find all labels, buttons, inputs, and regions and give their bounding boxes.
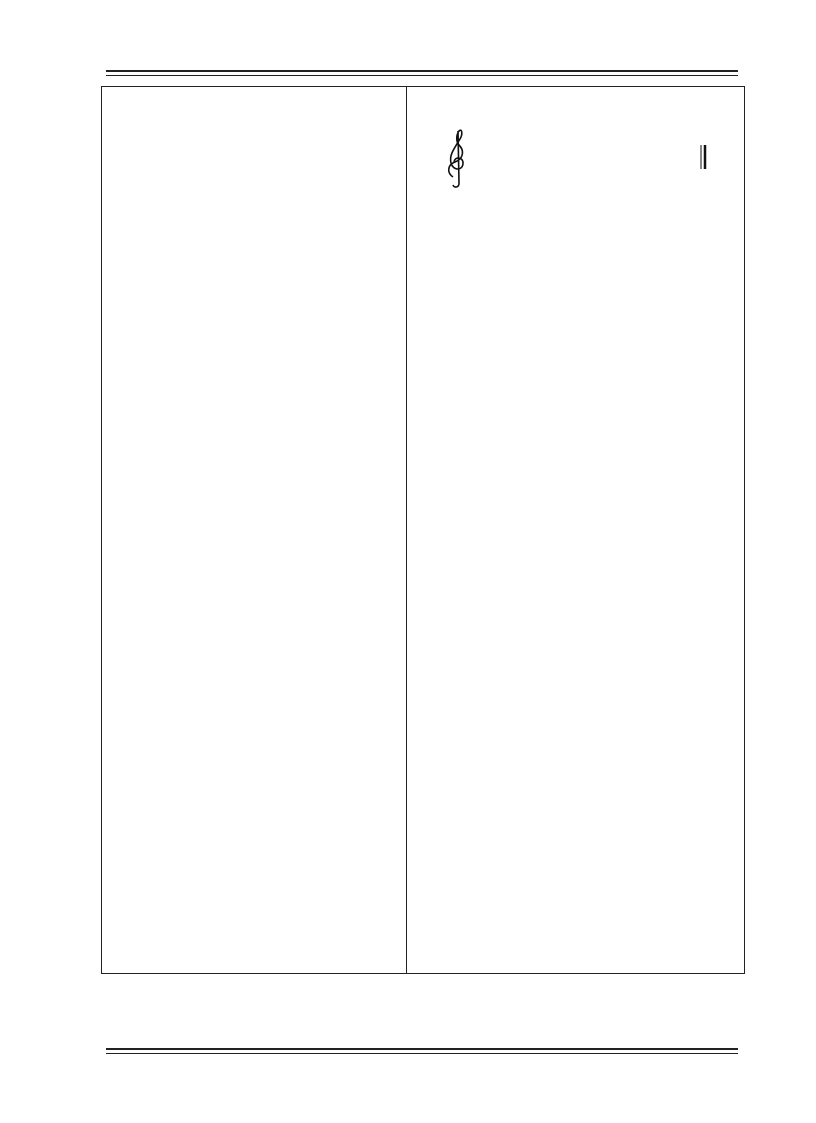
- subsection-heading: [413, 93, 734, 117]
- lesson-table: [101, 86, 745, 974]
- content-column: [407, 87, 744, 973]
- music-staff: [439, 125, 709, 195]
- footer-rule: [106, 1048, 738, 1054]
- a-harmonic-minor-staff: [439, 125, 709, 195]
- treble-clef-icon: [449, 130, 463, 187]
- final-barline: [701, 145, 705, 169]
- header-rule: [106, 70, 738, 76]
- activities-column: [102, 87, 407, 973]
